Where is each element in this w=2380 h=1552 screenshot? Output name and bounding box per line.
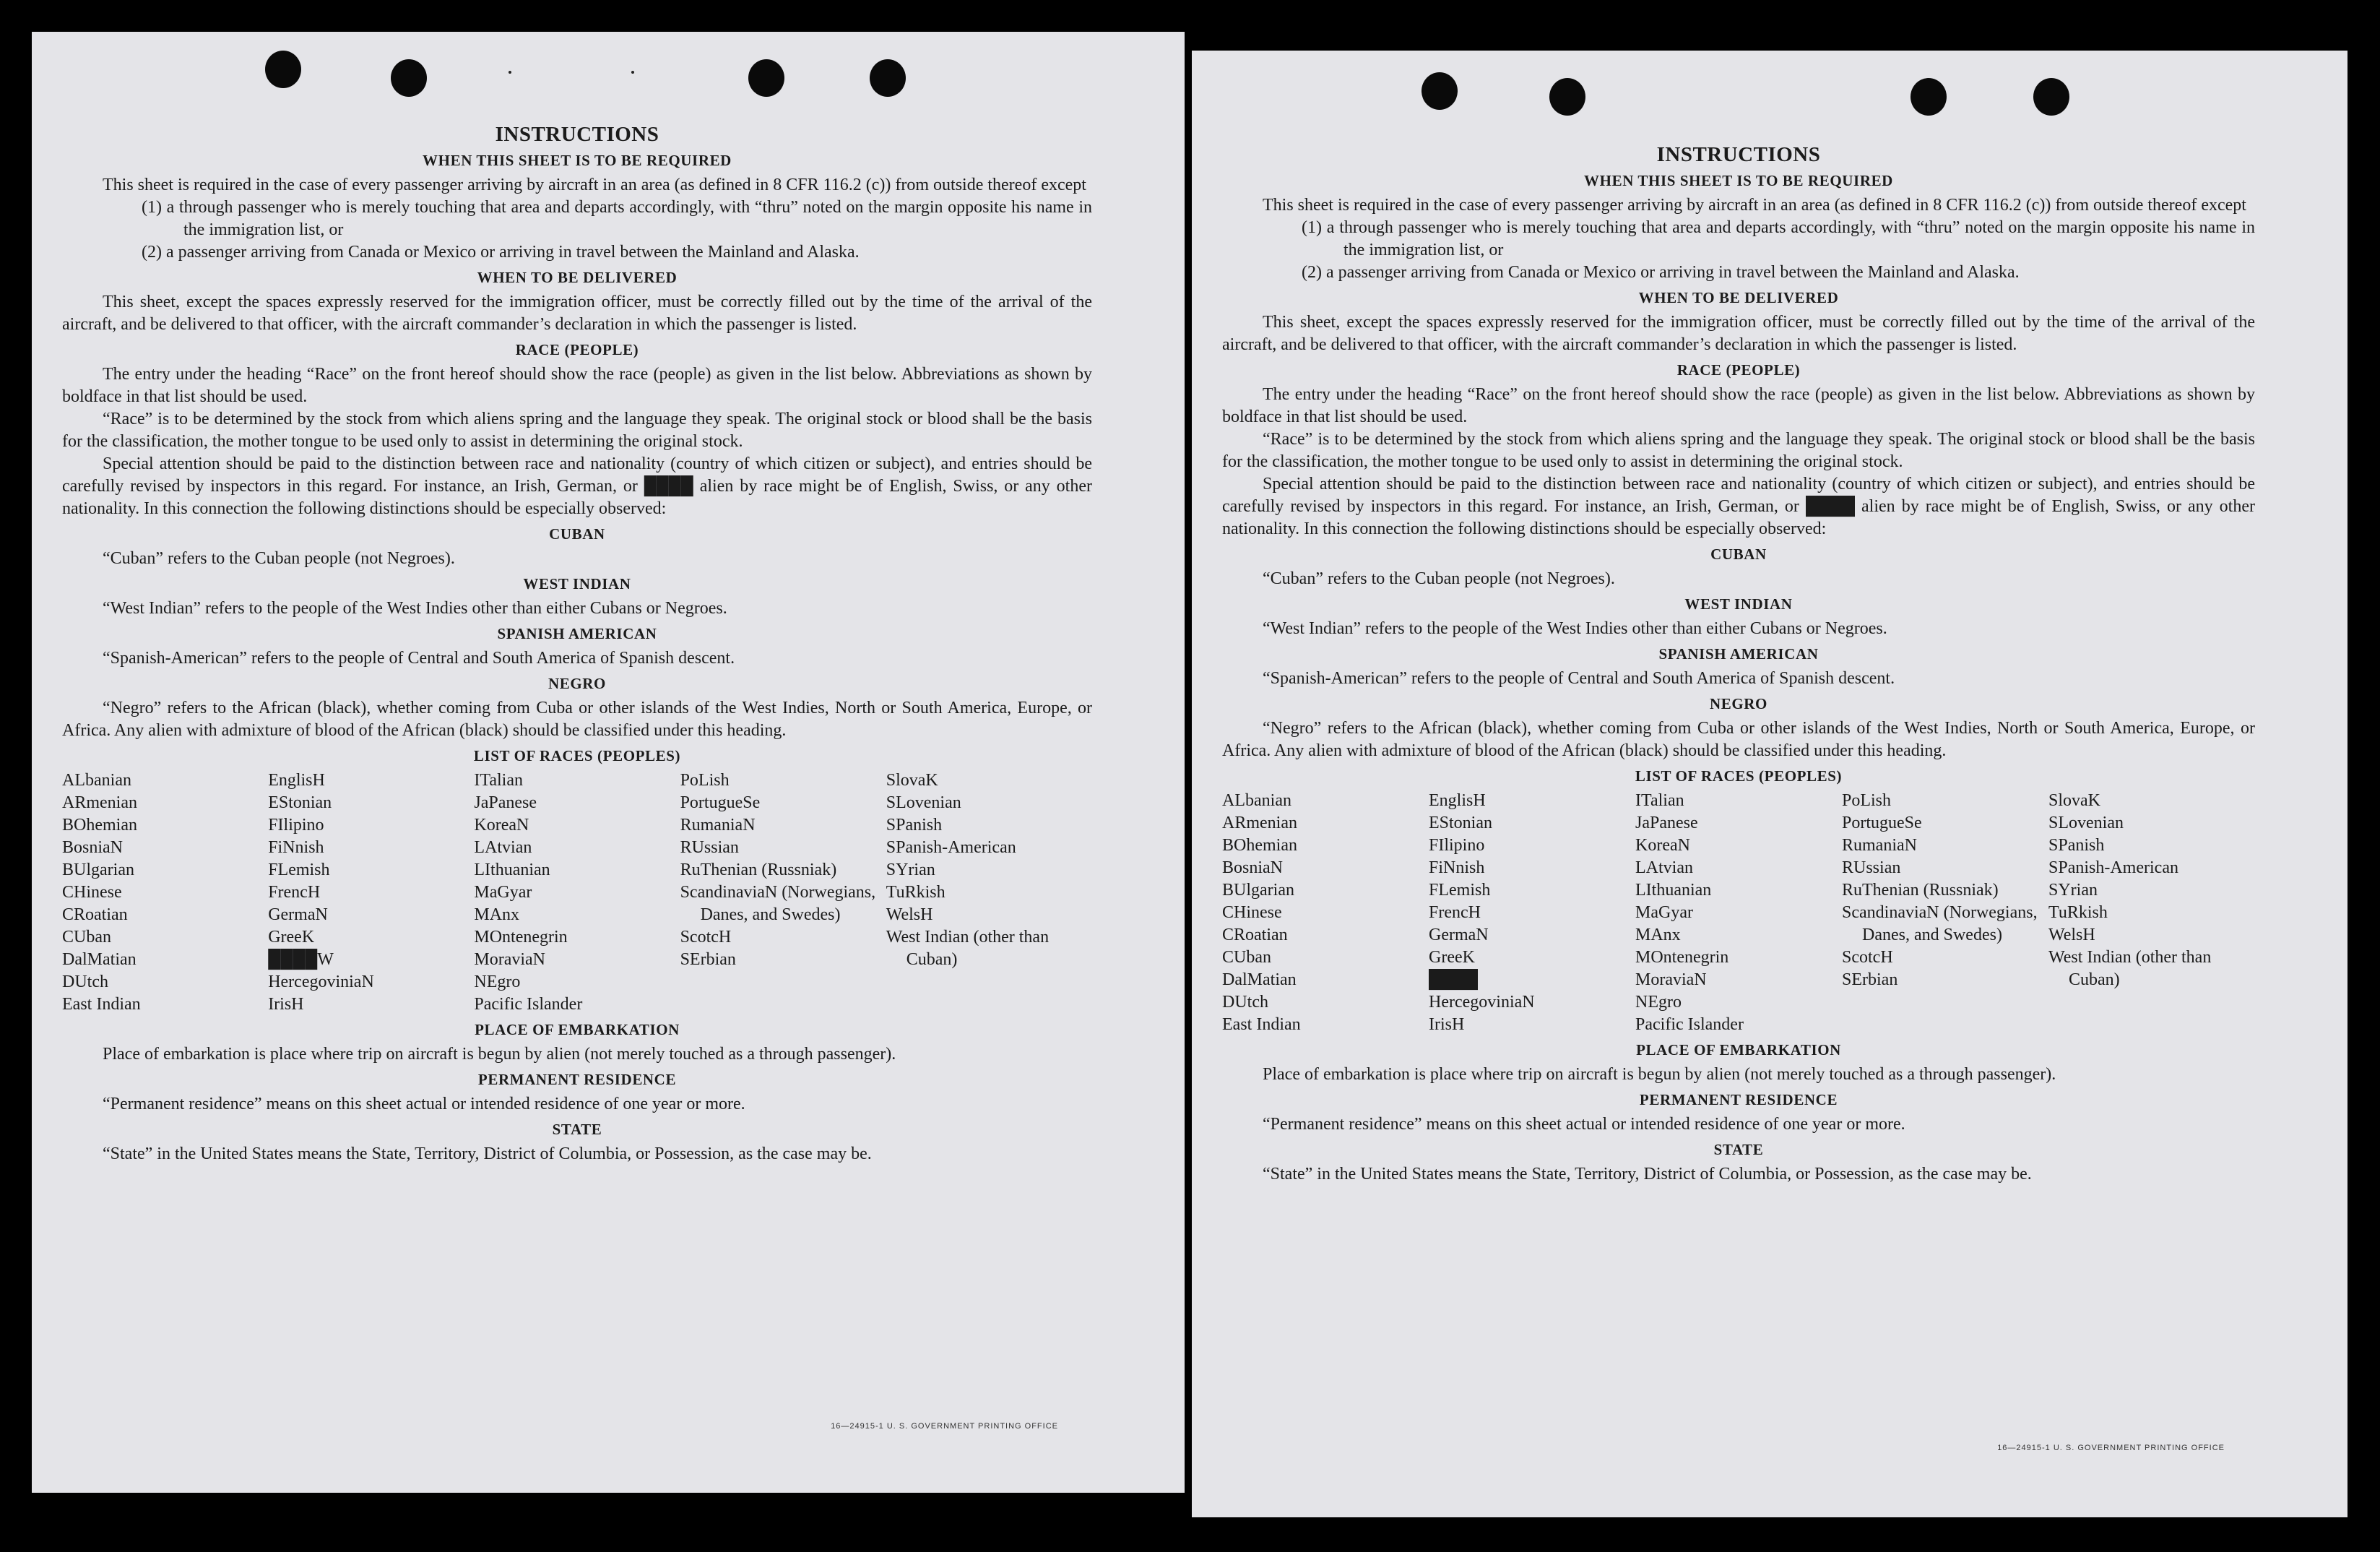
race-item: MaGyar: [1635, 903, 1693, 922]
punch-hole: [1549, 78, 1585, 116]
exception-item-2: (2) a passenger arriving from Canada or Mexico or arriving in travel between the Mainland and Alaska.: [1302, 263, 2020, 282]
race-item: KoreaN: [474, 816, 529, 835]
race-item-redacted: ████W: [268, 950, 334, 969]
heading-race: RACE (PEOPLE): [515, 341, 639, 358]
race-item: SLovenian: [2048, 814, 2124, 832]
race-item: FrencH: [1429, 903, 1481, 922]
race-item: Pacific Islander: [1635, 1015, 1744, 1034]
race-item: NEgro: [474, 973, 521, 991]
race-item: SPanish: [2048, 836, 2105, 855]
page-title: INSTRUCTIONS: [1656, 143, 1821, 166]
race-item: SlovaK: [886, 771, 938, 790]
heading-negro: NEGRO: [1709, 695, 1767, 712]
race-item: Pacific Islander: [474, 995, 583, 1014]
race-item: SlovaK: [2048, 791, 2100, 810]
paragraph-cuban: “Cuban” refers to the Cuban people (not Negroes).: [1263, 569, 1615, 588]
race-item: KoreaN: [1635, 836, 1690, 855]
heading-embarkation: PLACE OF EMBARKATION: [1636, 1041, 1841, 1059]
paragraph-state: “State” in the United States means the State, Territory, District of Columbia, or Possession, as the case may be.: [1263, 1165, 2032, 1184]
exception-item-1: (1) a through passenger who is merely touching that area and departs accordingly, with “thru” noted on the margin opposite his name in the immigration list, or: [142, 198, 1092, 239]
instructions-body: [62, 123, 1092, 1165]
race-item: West Indian (other than Cuban): [886, 928, 1050, 969]
race-item: RUssian: [680, 838, 739, 857]
race-item: IrisH: [268, 995, 304, 1014]
race-item: ALbanian: [62, 771, 131, 790]
race-item: MoraviaN: [474, 950, 546, 969]
race-item: FrencH: [268, 883, 321, 902]
heading-list-of-races: LIST OF RACES (PEOPLES): [473, 747, 681, 764]
race-item: DalMatian: [62, 950, 137, 969]
races-column: [62, 769, 268, 1016]
race-item: East Indian: [1222, 1015, 1301, 1034]
race-item: TuRkish: [2048, 903, 2108, 922]
paragraph-race-3: Special attention should be paid to the distinction between race and nationality (country of which citizen or subject), and entries should be carefully revised by inspectors in this regard. For instance, an Irish, German, or ████ alien by race might be of English, Swiss, or any other nationality. In this connection the following distinctions should be especially observed:: [1222, 475, 2255, 538]
paragraph-required: This sheet is required in the case of every passenger arriving by aircraft in an area (as defined in 8 CFR 116.2 (c)) from outside thereof except: [103, 176, 1086, 194]
race-item: MAnx: [1635, 926, 1681, 944]
race-item: JaPanese: [474, 793, 537, 812]
race-item: FiNnish: [1429, 858, 1485, 877]
race-item: LAtvian: [1635, 858, 1693, 877]
race-item: ARmenian: [62, 793, 137, 812]
heading-permanent-residence: PERMANENT RESIDENCE: [477, 1071, 677, 1088]
race-item: RumaniaN: [680, 816, 756, 835]
races-column: [1222, 790, 1429, 1036]
race-item: FLemish: [1429, 881, 1491, 900]
races-column: [1842, 790, 2048, 1036]
race-item: ScandinaviaN (Norwegians, Danes, and Swedes): [1842, 903, 2038, 944]
paragraph-race-3: Special attention should be paid to the distinction between race and nationality (country of which citizen or subject), and entries should be carefully revised by inspectors in this regard. For instance, an Irish, German, or ████ alien by race might be of English, Swiss, or any other nationality. In this connection the following distinctions should be especially observed:: [62, 454, 1092, 518]
races-column: [268, 769, 474, 1016]
race-item: SErbian: [680, 950, 736, 969]
paragraph-negro: “Negro” refers to the African (black), whether coming from Cuba or other islands of the West Indies, North or South America, Europe, or Africa. Any alien with admixture of blood of the African (black) should be classified under this heading.: [62, 699, 1092, 740]
race-item: CHinese: [1222, 903, 1282, 922]
race-item: RuThenian (Russniak): [680, 861, 837, 879]
instructions-body: [1222, 143, 2255, 1186]
race-item: LAtvian: [474, 838, 532, 857]
heading-negro: NEGRO: [548, 675, 606, 692]
race-item: ScotcH: [1842, 948, 1893, 967]
paragraph-race-2: “Race” is to be determined by the stock from which aliens spring and the language they speak. The original stock or blood shall be the basis for the classification, the mother tongue to be used only to assist in determining the original stock.: [1222, 430, 2255, 471]
heading-embarkation: PLACE OF EMBARKATION: [475, 1021, 680, 1038]
heading-list-of-races: LIST OF RACES (PEOPLES): [1635, 767, 1843, 785]
race-item: HercegoviniaN: [1429, 993, 1535, 1012]
race-item: FiNnish: [268, 838, 324, 857]
exception-item-1: (1) a through passenger who is merely touching that area and departs accordingly, with “thru” noted on the margin opposite his name in the immigration list, or: [1302, 218, 2255, 259]
heading-required: WHEN THIS SHEET IS TO BE REQUIRED: [1584, 172, 1893, 189]
race-item: SPanish-American: [886, 838, 1016, 857]
race-item: GermaN: [1429, 926, 1489, 944]
heading-state: STATE: [552, 1121, 602, 1138]
race-item: MAnx: [474, 905, 520, 924]
race-item: SPanish: [886, 816, 943, 835]
races-column: [886, 769, 1092, 1016]
punch-hole: [265, 51, 301, 88]
race-item: ARmenian: [1222, 814, 1297, 832]
paragraph-permanent-residence: “Permanent residence” means on this sheet actual or intended residence of one year or more.: [1263, 1115, 1905, 1134]
punch-hole: [391, 59, 427, 97]
heading-cuban: CUBAN: [1710, 546, 1767, 563]
race-item: MoraviaN: [1635, 970, 1707, 989]
races-column: [1429, 790, 1635, 1036]
heading-spanish-american: SPANISH AMERICAN: [1658, 645, 1819, 663]
race-item: FLemish: [268, 861, 330, 879]
paragraph-race-2: “Race” is to be determined by the stock from which aliens spring and the language they speak. The original stock or blood shall be the basis for the classification, the mother tongue to be used only to assist in determining the original stock.: [62, 410, 1092, 451]
paragraph-state: “State” in the United States means the State, Territory, District of Columbia, or Possession, as the case may be.: [103, 1144, 872, 1163]
race-item: HercegoviniaN: [268, 973, 374, 991]
race-item: EnglisH: [1429, 791, 1486, 810]
race-item: EStonian: [268, 793, 332, 812]
race-item: BosniaN: [62, 838, 123, 857]
exception-item-2: (2) a passenger arriving from Canada or Mexico or arriving in travel between the Mainland and Alaska.: [142, 243, 860, 262]
speck: [509, 71, 511, 74]
race-item: GreeK: [1429, 948, 1475, 967]
punch-hole: [748, 59, 784, 97]
races-list: [62, 769, 1092, 1016]
race-item: MOntenegrin: [474, 928, 568, 947]
race-item: CRoatian: [1222, 926, 1288, 944]
race-item: CHinese: [62, 883, 122, 902]
document-page-right: [1192, 51, 2347, 1517]
race-item: MaGyar: [474, 883, 532, 902]
race-item-redacted: ████: [1429, 970, 1479, 989]
paragraph-west-indian: “West Indian” refers to the people of the West Indies other than either Cubans or Negroes.: [1263, 619, 1887, 638]
race-item: PoLish: [1842, 791, 1892, 810]
speck: [631, 71, 634, 74]
race-item: FIlipino: [1429, 836, 1485, 855]
race-item: CUban: [62, 928, 111, 947]
race-item: East Indian: [62, 995, 141, 1014]
race-item: LIthuanian: [474, 861, 550, 879]
race-item: FIlipino: [268, 816, 324, 835]
heading-required: WHEN THIS SHEET IS TO BE REQUIRED: [423, 152, 732, 169]
races-list: [1222, 790, 2255, 1036]
paragraph-delivered: This sheet, except the spaces expressly reserved for the immigration officer, must be correctly filled out by the time of the arrival of the aircraft, and be delivered to that officer, with the aircraft commander’s declaration in which the passenger is listed.: [62, 293, 1092, 334]
race-item: ALbanian: [1222, 791, 1291, 810]
paragraph-negro: “Negro” refers to the African (black), whether coming from Cuba or other islands of the West Indies, North or South America, Europe, or Africa. Any alien with admixture of blood of the African (black) should be classified under this heading.: [1222, 719, 2255, 760]
race-item: IrisH: [1429, 1015, 1465, 1034]
race-item: BOhemian: [62, 816, 137, 835]
races-column: [474, 769, 680, 1016]
race-item: BUlgarian: [62, 861, 134, 879]
heading-race: RACE (PEOPLE): [1676, 361, 1801, 379]
race-item: BUlgarian: [1222, 881, 1294, 900]
document-page-left: [32, 32, 1185, 1493]
race-item: RumaniaN: [1842, 836, 1917, 855]
heading-spanish-american: SPANISH AMERICAN: [497, 625, 657, 642]
race-item: TuRkish: [886, 883, 945, 902]
paragraph-spanish-american: “Spanish-American” refers to the people of Central and South America of Spanish descent.: [1263, 669, 1895, 688]
race-item: PortugueSe: [680, 793, 761, 812]
race-item: MOntenegrin: [1635, 948, 1729, 967]
race-item: NEgro: [1635, 993, 1682, 1012]
race-item: RuThenian (Russniak): [1842, 881, 1999, 900]
race-item: GreeK: [268, 928, 315, 947]
race-item: CRoatian: [62, 905, 128, 924]
paragraph-race-1: The entry under the heading “Race” on the front hereof should show the race (people) as given in the list below. Abbreviations as shown by boldface in that list should be used.: [62, 365, 1092, 406]
race-item: ITalian: [474, 771, 523, 790]
race-item: DUtch: [62, 973, 108, 991]
heading-state: STATE: [1713, 1141, 1764, 1158]
printer-imprint: 16—24915-1 U. S. GOVERNMENT PRINTING OFFICE: [1997, 1444, 2225, 1452]
race-item: ScotcH: [680, 928, 732, 947]
paragraph-west-indian: “West Indian” refers to the people of the West Indies other than either Cubans or Negroes.: [103, 599, 727, 618]
page-title: INSTRUCTIONS: [495, 123, 659, 146]
race-item: ScandinaviaN (Norwegians, Danes, and Swedes): [680, 883, 876, 924]
punch-hole: [870, 59, 906, 97]
race-item: EnglisH: [268, 771, 325, 790]
races-column: [680, 769, 886, 1016]
race-item: SPanish-American: [2048, 858, 2178, 877]
heading-west-indian: WEST INDIAN: [523, 575, 631, 592]
race-item: GermaN: [268, 905, 328, 924]
races-column: [2048, 790, 2255, 1036]
punch-hole: [1421, 72, 1458, 110]
race-item: SYrian: [2048, 881, 2098, 900]
race-item: RUssian: [1842, 858, 1901, 877]
paragraph-spanish-american: “Spanish-American” refers to the people of Central and South America of Spanish descent.: [103, 649, 735, 668]
paragraph-required: This sheet is required in the case of every passenger arriving by aircraft in an area (as defined in 8 CFR 116.2 (c)) from outside thereof except: [1263, 196, 2246, 215]
race-item: WelsH: [886, 905, 933, 924]
race-item: ITalian: [1635, 791, 1684, 810]
paragraph-embarkation: Place of embarkation is place where trip on aircraft is begun by alien (not merely touched as a through passenger).: [103, 1045, 896, 1064]
race-item: BOhemian: [1222, 836, 1297, 855]
race-item: SYrian: [886, 861, 935, 879]
race-item: EStonian: [1429, 814, 1492, 832]
heading-permanent-residence: PERMANENT RESIDENCE: [1639, 1091, 1838, 1108]
race-item: WelsH: [2048, 926, 2095, 944]
race-item: PoLish: [680, 771, 730, 790]
race-item: SErbian: [1842, 970, 1898, 989]
race-item: SLovenian: [886, 793, 961, 812]
paragraph-embarkation: Place of embarkation is place where trip on aircraft is begun by alien (not merely touched as a through passenger).: [1263, 1065, 2056, 1084]
heading-delivered: WHEN TO BE DELIVERED: [1638, 289, 1839, 306]
race-item: DalMatian: [1222, 970, 1297, 989]
race-item: JaPanese: [1635, 814, 1698, 832]
race-item: PortugueSe: [1842, 814, 1922, 832]
paragraph-permanent-residence: “Permanent residence” means on this sheet actual or intended residence of one year or more.: [103, 1095, 745, 1113]
punch-hole: [1911, 78, 1947, 116]
races-column: [1635, 790, 1842, 1036]
paragraph-cuban: “Cuban” refers to the Cuban people (not Negroes).: [103, 549, 455, 568]
race-item: West Indian (other than Cuban): [2048, 948, 2212, 989]
heading-cuban: CUBAN: [549, 525, 605, 543]
heading-west-indian: WEST INDIAN: [1684, 595, 1793, 613]
race-item: DUtch: [1222, 993, 1268, 1012]
paragraph-race-1: The entry under the heading “Race” on the front hereof should show the race (people) as given in the list below. Abbreviations as shown by boldface in that list should be used.: [1222, 385, 2255, 426]
race-item: CUban: [1222, 948, 1271, 967]
race-item: LIthuanian: [1635, 881, 1712, 900]
printer-imprint: 16—24915-1 U. S. GOVERNMENT PRINTING OFFICE: [831, 1422, 1058, 1431]
paragraph-delivered: This sheet, except the spaces expressly reserved for the immigration officer, must be correctly filled out by the time of the arrival of the aircraft, and be delivered to that officer, with the aircraft commander’s declaration in which the passenger is listed.: [1222, 313, 2255, 354]
heading-delivered: WHEN TO BE DELIVERED: [477, 269, 678, 286]
race-item: BosniaN: [1222, 858, 1283, 877]
punch-hole: [2033, 78, 2069, 116]
